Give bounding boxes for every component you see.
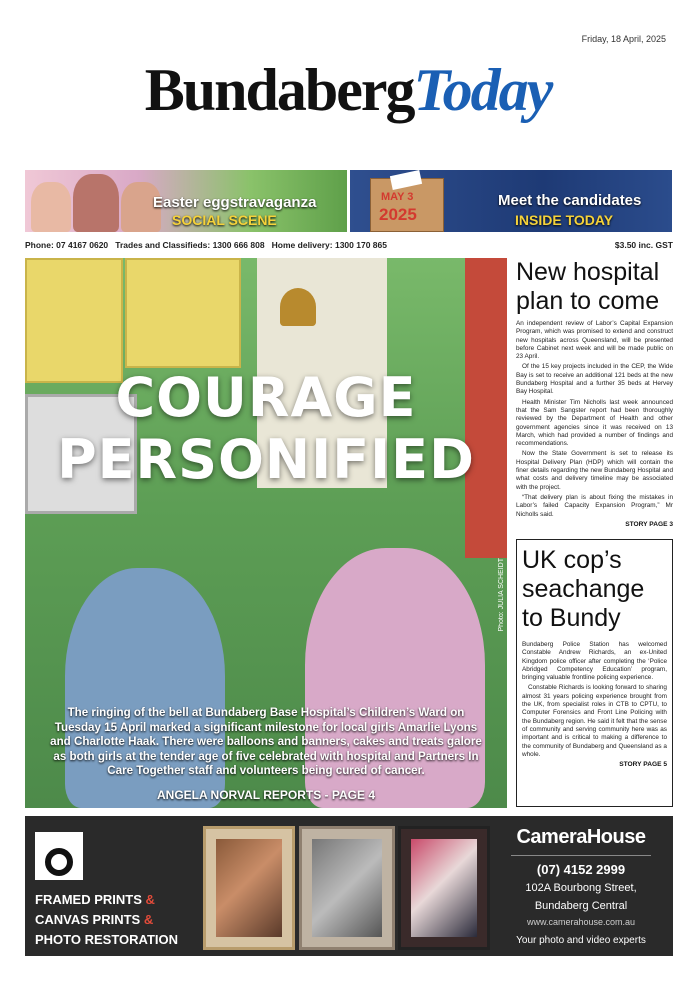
headline-courage: COURAGE <box>115 366 417 429</box>
ad-line-canvas: CANVAS PRINTS <box>35 912 141 927</box>
story-paragraph: An independent review of Labor’s Capital Expansion Program, which was promised to extend and construct new hospitals across Queensland, will be presented before Cabinet next week and will be made public on 23 April. <box>516 320 673 361</box>
brand-website[interactable]: www.camerahouse.com.au <box>526 917 636 927</box>
story-paragraph: Now the State Government is set to release its Hospital Delivery Plan (HDP) which will contain the finer details regarding the new Bundaberg Hospital and what costs and delivery timeline may be associated with the project. <box>516 450 673 491</box>
story-paragraph: Health Minister Tim Nicholls last week announced that the Sam Sangster report had been thoroughly reviewed by the Department of Health and other government agencies since it was received on 13 March, which had provided a number of findings and recommendations. <box>516 398 673 448</box>
poster-charlotte <box>25 258 123 383</box>
bell-icon <box>280 288 316 326</box>
poster-amarlie <box>125 258 241 368</box>
brand-tagline: Your photo and video experts <box>516 935 646 946</box>
framed-print <box>203 826 295 950</box>
ballot-year: 2025 <box>379 205 417 224</box>
promo-easter-title: Easter eggstravaganza <box>153 194 317 211</box>
brand-name: CameraHouse <box>516 826 646 848</box>
story-paragraph: Bundaberg Police Station has welcomed Constable Andrew Richards, an ex-United Kingdom police officer after completing the ‘Police Abridged Competency Education’ program, bringing valuable frontline policing experience. <box>522 641 667 682</box>
brand-address-2: Bundaberg Central <box>534 900 628 912</box>
headline-personified: PERSONIFIED <box>57 428 475 491</box>
photo-credit: Photo: JULIA SCHEIDT <box>498 558 505 632</box>
date-line: Friday, 18 April, 2025 <box>581 34 666 44</box>
wedding-canvas <box>398 826 490 950</box>
promo-easter[interactable] <box>25 170 347 232</box>
ad-services <box>35 890 178 950</box>
divider <box>511 855 651 856</box>
story-paragraph: “That delivery plan is about fixing the mistakes in Labor’s failed Capacity Expansion Program,” Mr Nicholls said. <box>516 493 673 518</box>
reports-link[interactable]: ANGELA NORVAL REPORTS - PAGE 4 <box>156 788 376 802</box>
masthead <box>0 56 696 125</box>
story-paragraph: Of the 15 key projects included in the CEP, the Wide Bay is set to receive an additional 121 beds at the new Bundaberg Hospital and a further 35 beds at Hervey Bay Hospital. <box>516 363 673 396</box>
story-uk-cop[interactable] <box>516 539 673 807</box>
ballot-month: MAY 3 <box>381 191 414 203</box>
story-new-hospital-title: New hospital plan to come <box>516 258 660 315</box>
ad-amp: & <box>145 892 155 907</box>
brand-address-1: 102A Bourbong Street, <box>525 882 637 894</box>
phone-text: Phone: 07 4167 0620 <box>25 240 109 250</box>
trades-text: Trades and Classifieds: 1300 666 808 <box>115 240 265 250</box>
promo-easter-sub: SOCIAL SCENE <box>172 212 277 228</box>
ad-line-restoration: PHOTO RESTORATION <box>35 932 179 947</box>
contact-bar <box>25 240 673 250</box>
story-paragraph: Constable Richards is looking forward to sharing almost 31 years policing experience brought from the UK, from specialist roles in CTB to CPTU, to Computer Forensics and Front Line Policing with the Bundaberg region. He said it felt that the sense of community and serving community here was as important and is critical to making a difference to the community of Bundaberg and Queensland as a whole. <box>522 684 667 758</box>
story-uk-cop-ref[interactable]: STORY PAGE 5 <box>619 761 667 769</box>
ad-brand <box>495 826 667 946</box>
camera-house-logo-icon <box>35 832 83 880</box>
promo-candidates[interactable] <box>350 170 672 232</box>
story-new-hospital[interactable] <box>516 258 673 533</box>
ad-amp: & <box>143 912 154 927</box>
masthead-bundaberg: Bundaberg <box>144 57 414 123</box>
brand-phone[interactable]: (07) 4152 2999 <box>536 862 626 877</box>
ad-line-framed: FRAMED PRINTS <box>35 892 142 907</box>
hero-caption: The ringing of the bell at Bundaberg Base Hospital’s Children’s Ward on Tuesday 15 April marked a significant milestone for local girls Amarlie Lyons and Charlotte Haak. There were balloons and banners, cakes and treats galore as both girls at the tender age of five celebrated with hospital and Partners In Care Together staff and volunteers being cured of cancer. <box>50 706 482 777</box>
hero-photo[interactable] <box>25 258 507 808</box>
lens-ring <box>45 848 73 876</box>
wedding-photo <box>411 839 477 937</box>
delivery-text: Home delivery: 1300 170 865 <box>271 240 387 250</box>
framed-photo <box>216 839 282 937</box>
vintage-photo <box>312 839 382 937</box>
ballot-box-icon <box>370 178 444 232</box>
child-photo <box>31 182 71 232</box>
promo-candidates-title: Meet the candidates <box>498 192 642 209</box>
masthead-today: Today <box>413 57 552 123</box>
woman-photo <box>73 174 119 232</box>
story-uk-cop-body <box>522 641 667 759</box>
promo-candidates-sub: INSIDE TODAY <box>515 212 614 228</box>
old-photos <box>299 826 395 950</box>
story-uk-cop-title: UK cop’s seachange to Bundy <box>522 546 645 632</box>
story-new-hospital-body <box>516 320 673 519</box>
story-new-hospital-ref[interactable]: STORY PAGE 3 <box>625 520 673 528</box>
ballot-paper <box>390 170 422 190</box>
camerahouse-ad[interactable] <box>25 816 673 956</box>
price-text: $3.50 inc. GST <box>614 240 673 250</box>
